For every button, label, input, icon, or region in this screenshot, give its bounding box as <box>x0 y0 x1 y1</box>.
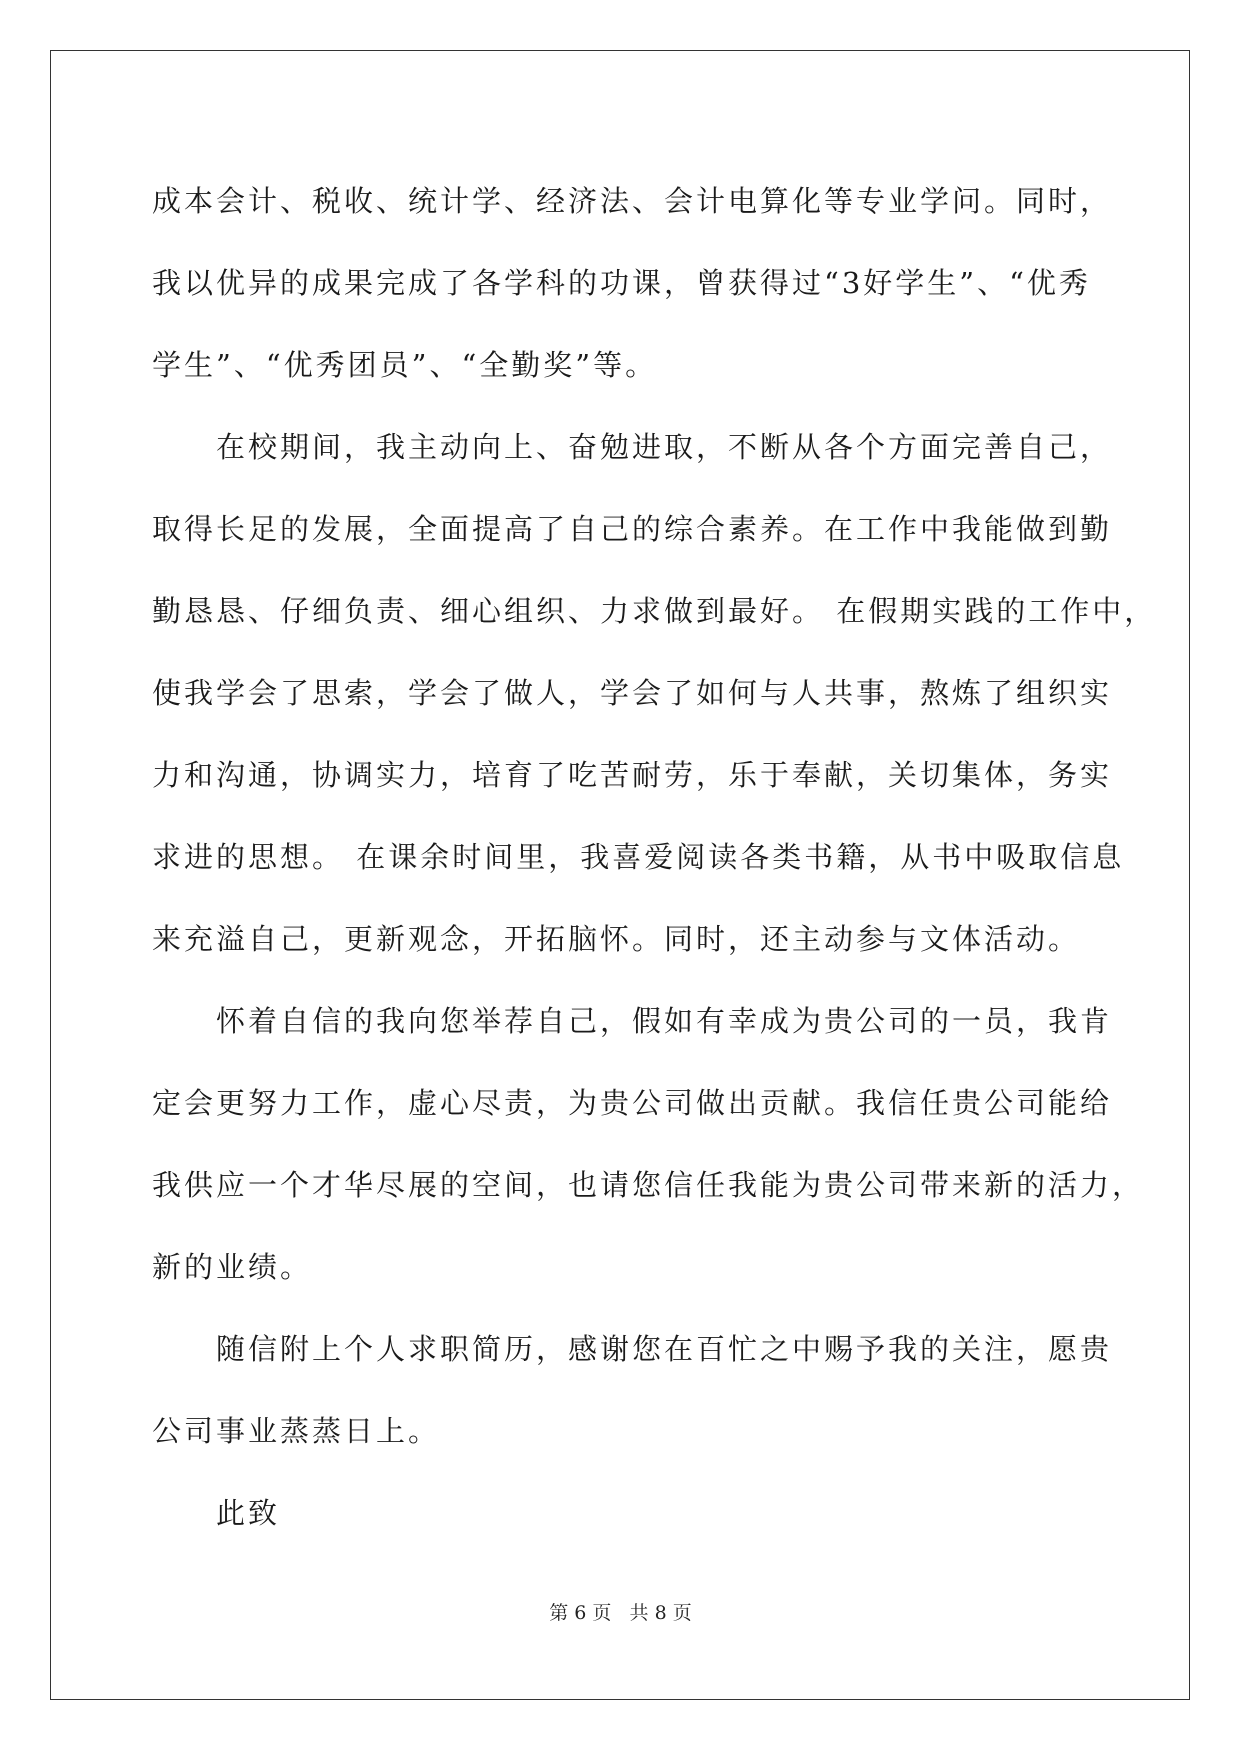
text-line: 勤恳恳、仔细负责、细心组织、力求做到最好。 在假期实践的工作中， <box>152 594 1157 628</box>
text-line: 取得长足的发展，全面提高了自己的综合素养。在工作中我能做到勤 <box>152 512 1113 546</box>
text-line: 求进的思想。 在课余时间里，我喜爱阅读各类书籍，从书中吸取信息 <box>152 840 1125 874</box>
page-number-footer: 第 6 页 共 8 页 <box>549 1602 692 1624</box>
text-line: 公司事业蒸蒸日上。 <box>152 1414 441 1448</box>
text-line: 来充溢自己，更新观念，开拓脑怀。同时，还主动参与文体活动。 <box>152 922 1081 956</box>
text-line: 新的业绩。 <box>152 1250 313 1284</box>
text-line: 我供应一个才华尽展的空间，也请您信任我能为贵公司带来新的活力， <box>152 1168 1145 1202</box>
text-line: 在校期间，我主动向上、奋勉进取，不断从各个方面完善自己， <box>216 430 1113 464</box>
text-line: 学生”、“优秀团员”、“全勤奖”等。 <box>152 348 658 382</box>
text-line: 随信附上个人求职简历，感谢您在百忙之中赐予我的关注，愿贵 <box>216 1332 1113 1366</box>
text-line: 此致 <box>216 1496 281 1530</box>
text-line: 使我学会了思索，学会了做人，学会了如何与人共事，熬炼了组织实 <box>152 676 1113 710</box>
text-line: 成本会计、税收、统计学、经济法、会计电算化等专业学问。同时， <box>152 184 1113 218</box>
letter-body <box>152 160 1157 1554</box>
text-line: 力和沟通，协调实力，培育了吃苦耐劳，乐于奉献，关切集体，务实 <box>152 758 1113 792</box>
text-line: 怀着自信的我向您举荐自己，假如有幸成为贵公司的一员，我肯 <box>216 1004 1113 1038</box>
text-line: 我以优异的成果完成了各学科的功课，曾获得过“3好学生”、“优秀 <box>152 266 1091 300</box>
text-line: 定会更努力工作，虚心尽责，为贵公司做出贡献。我信任贵公司能给 <box>152 1086 1113 1120</box>
